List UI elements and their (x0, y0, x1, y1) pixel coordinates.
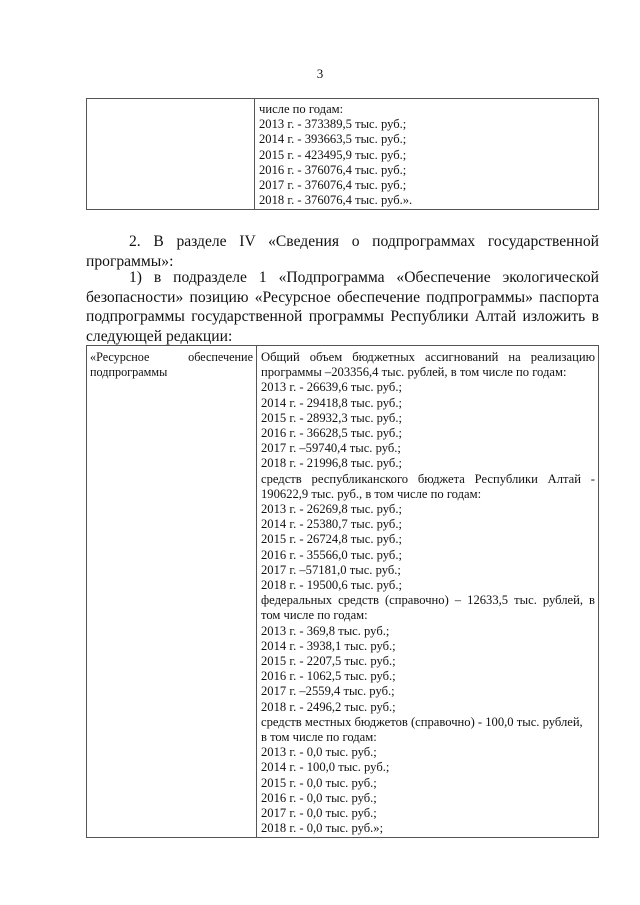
table-line: 2016 г. - 1062,5 тыс. руб.; (261, 669, 396, 684)
table-line: числе по годам: (259, 102, 344, 116)
table-line: 190622,9 тыс. руб., в том числе по годам: (261, 486, 482, 501)
table-line: 2016 г. - 35566,0 тыс. руб.; (261, 547, 402, 562)
table-line: 2014 г. - 100,0 тыс. руб.; (261, 760, 390, 775)
resource-value-cell (257, 346, 599, 838)
paragraph-line: 2. В разделе IV «Сведения о подпрограммах государственной (129, 233, 599, 250)
table-line: средств местных бюджетов (справочно) - 100,0 тыс. рублей, (261, 714, 583, 729)
table-line: 2018 г. - 2496,2 тыс. руб.; (261, 699, 396, 714)
table-line: 2014 г. - 29418,8 тыс. руб.; (261, 395, 402, 410)
resource-label-cell (87, 346, 257, 838)
table-line: 2017 г. –57181,0 тыс. руб.; (261, 562, 401, 577)
table-value-cell (255, 99, 599, 210)
paragraph-line: следующей редакции: (86, 327, 233, 345)
table-line: 2018 г. - 376076,4 тыс. руб.». (259, 193, 413, 208)
page-number: 3 (316, 66, 324, 81)
table-line: 2017 г. - 376076,4 тыс. руб.; (259, 178, 407, 193)
paragraph-section-iv (86, 232, 599, 271)
paragraph-line: 1) в подразделе 1 «Подпрограмма «Обеспечение экологической (129, 269, 599, 286)
table-line: 2014 г. - 393663,5 тыс. руб.; (259, 132, 407, 147)
paragraph-line: программы»: (86, 252, 174, 270)
funding-table-continuation (86, 98, 599, 210)
resource-label-line: подпрограммы (90, 365, 168, 380)
table-line: 2015 г. - 2207,5 тыс. руб.; (261, 654, 396, 669)
table-line: 2013 г. - 373389,5 тыс. руб.; (259, 117, 407, 132)
table-line: 2013 г. - 26639,6 тыс. руб.; (261, 380, 402, 395)
table-line: 2015 г. - 0,0 тыс. руб.; (261, 775, 377, 790)
table-line: 2017 г. –59740,4 тыс. руб.; (261, 441, 401, 456)
paragraph-line: безопасности» позицию «Ресурсное обеспечение подпрограммы» паспорта (86, 288, 599, 306)
table-line: федеральных средств (справочно) – 12633,5 тыс. рублей, в (261, 593, 595, 608)
table-line: 2015 г. - 26724,8 тыс. руб.; (261, 532, 402, 547)
table-line: 2016 г. - 0,0 тыс. руб.; (261, 790, 377, 805)
subprogram-resource-table (86, 345, 599, 838)
table-line: 2016 г. - 376076,4 тыс. руб.; (259, 162, 407, 177)
table-line: 2018 г. - 19500,6 тыс. руб.; (261, 578, 402, 593)
table-line: том числе по годам: (261, 608, 368, 623)
table-line: 2013 г. - 26269,8 тыс. руб.; (261, 502, 402, 517)
table-line: 2013 г. - 369,8 тыс. руб.; (261, 623, 390, 638)
table-line: 2018 г. - 0,0 тыс. руб.»; (261, 821, 384, 836)
table-line: в том числе по годам: (261, 730, 377, 745)
paragraph-line: подпрограммы государственной программы Республики Алтай изложить в (86, 308, 599, 325)
table-line: Общий объем бюджетных ассигнований на реализацию (261, 350, 595, 364)
table-line: программы –203356,4 тыс. рублей, в том числе по годам: (261, 365, 567, 380)
paragraph-subsection-1 (86, 268, 599, 346)
table-line: 2017 г. –2559,4 тыс. руб.; (261, 684, 395, 699)
table-line: 2015 г. - 28932,3 тыс. руб.; (261, 410, 402, 425)
table-label-cell (87, 99, 255, 210)
table-line: 2018 г. - 21996,8 тыс. руб.; (261, 456, 402, 471)
resource-label-line: «Ресурсное обеспечение (90, 350, 253, 364)
table-line: 2014 г. - 25380,7 тыс. руб.; (261, 517, 402, 532)
table-line: 2015 г. - 423495,9 тыс. руб.; (259, 147, 407, 162)
table-line: 2014 г. - 3938,1 тыс. руб.; (261, 638, 396, 653)
table-line: средств республиканского бюджета Республики Алтай - (261, 471, 595, 486)
table-line: 2017 г. - 0,0 тыс. руб.; (261, 806, 377, 821)
table-line: 2013 г. - 0,0 тыс. руб.; (261, 745, 377, 760)
table-line: 2016 г. - 36628,5 тыс. руб.; (261, 426, 402, 441)
